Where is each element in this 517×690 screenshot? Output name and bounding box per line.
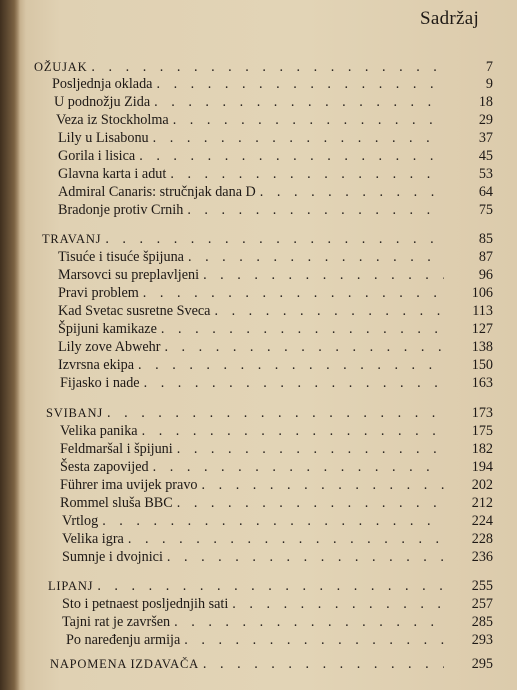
toc-page-number: 228: [471, 531, 493, 547]
toc-entry-title: LIPANJ: [48, 579, 94, 593]
toc-entry-title: NAPOMENA IZDAVAČA: [50, 657, 199, 671]
toc-entry-title: Admiral Canaris: stručnjak dana D: [58, 184, 256, 200]
dot-leader: [138, 422, 444, 440]
toc-page-number: 175: [471, 423, 493, 439]
dot-leader: [149, 129, 444, 147]
toc-entry-title: SVIBANJ: [46, 406, 103, 420]
dot-leader: [93, 577, 444, 595]
toc-page-number: 255: [471, 578, 493, 594]
toc-page-number: 96: [478, 267, 493, 283]
toc-page-number: 202: [471, 477, 493, 493]
toc-entry: [62, 613, 444, 631]
toc-entry-title: Führer ima uvijek pravo: [60, 477, 198, 493]
toc-entry: [62, 512, 444, 530]
toc-entry: [62, 595, 444, 613]
toc-entry-title: Velika igra: [62, 531, 124, 547]
toc-entry: [62, 548, 444, 566]
dot-leader: [184, 248, 444, 266]
toc-section-heading: [50, 655, 444, 673]
toc-page-number: 163: [471, 375, 493, 391]
toc-entry: [60, 422, 444, 440]
toc-section-heading: [48, 577, 444, 595]
toc-entry-title: Tajni rat je završen: [62, 614, 171, 630]
toc-page-number: 18: [478, 94, 493, 110]
toc-entry-title: Pravi problem: [58, 285, 139, 301]
toc-entry: [58, 129, 444, 147]
dot-leader: [140, 374, 444, 392]
dot-leader: [98, 512, 444, 530]
toc-section-heading: [42, 230, 444, 248]
toc-entry-title: U podnožju Zida: [54, 94, 151, 110]
toc-entry-title: Marsovci su preplavljeni: [58, 267, 200, 283]
dot-leader: [199, 266, 444, 284]
dot-leader: [134, 356, 444, 374]
toc-entry-title: Vrtlog: [62, 513, 99, 529]
dot-leader: [149, 458, 444, 476]
dot-leader: [101, 230, 444, 248]
dot-leader: [103, 404, 444, 422]
toc-page-number: 173: [471, 405, 493, 421]
toc-page-number: 236: [471, 549, 493, 565]
toc-page-number: 85: [478, 231, 493, 247]
dot-leader: [199, 655, 444, 673]
toc-entry: [58, 147, 444, 165]
toc-entry: [62, 530, 444, 548]
toc-entry: [58, 320, 444, 338]
toc-page-number: 150: [471, 357, 493, 373]
dot-leader: [87, 58, 450, 76]
toc-entry: [60, 374, 444, 392]
dot-leader: [152, 75, 444, 93]
toc-page-number: 9: [485, 76, 493, 92]
toc-entry-title: Veza iz Stockholma: [56, 112, 169, 128]
toc-page-number: 138: [471, 339, 493, 355]
toc-entry-title: Feldmaršal i špijuni: [60, 441, 173, 457]
dot-leader: [173, 494, 444, 512]
toc-entry-title: Po naređenju armija: [66, 632, 181, 648]
dot-leader: [160, 338, 444, 356]
toc-entry-title: TRAVANJ: [42, 232, 102, 246]
dot-leader: [198, 476, 444, 494]
dot-leader: [173, 440, 444, 458]
toc-entry-title: Sumnje i dvojnici: [62, 549, 163, 565]
toc-entry-title: Glavna karta i adut: [58, 166, 167, 182]
toc-page-number: 37: [478, 130, 493, 146]
toc-page-number: 127: [471, 321, 493, 337]
toc-section-heading: [46, 404, 444, 422]
toc-page-number: 87: [478, 249, 493, 265]
toc-entry: [58, 284, 444, 302]
dot-leader: [210, 302, 444, 320]
toc-entry: [58, 338, 444, 356]
book-gutter: [0, 0, 20, 690]
toc-entry-title: Izvrsna ekipa: [58, 357, 135, 373]
dot-leader: [256, 183, 444, 201]
dot-leader: [170, 613, 444, 631]
dot-leader: [180, 631, 444, 649]
toc-entry: [60, 458, 444, 476]
toc-entry: [60, 440, 444, 458]
toc-page-number: 295: [471, 656, 493, 672]
page-title: Sadržaj: [420, 8, 480, 29]
toc-entry-title: Kad Svetac susretne Sveca: [58, 303, 211, 319]
toc-entry-title: Rommel sluša BBC: [60, 495, 173, 511]
dot-leader: [139, 284, 444, 302]
toc-entry-title: Tisuće i tisuće špijuna: [58, 249, 184, 265]
toc-page-number: 182: [471, 441, 493, 457]
toc-entry: [58, 183, 444, 201]
dot-leader: [183, 201, 444, 219]
toc-entry: [58, 248, 444, 266]
toc-entry: [56, 111, 444, 129]
toc-page-number: 257: [471, 596, 493, 612]
toc-page-number: 285: [471, 614, 493, 630]
toc-entry: [54, 93, 444, 111]
toc-entry: [58, 201, 444, 219]
toc-entry-title: Sto i petnaest posljednjih sati: [62, 596, 229, 612]
toc-page-number: 106: [471, 285, 493, 301]
toc-entry: [58, 356, 444, 374]
dot-leader: [135, 147, 444, 165]
toc-entry-title: Lily u Lisabonu: [58, 130, 149, 146]
dot-leader: [166, 165, 444, 183]
dot-leader: [157, 320, 444, 338]
toc-entry: [66, 631, 444, 649]
toc-page-number: 45: [478, 148, 493, 164]
toc-entry: [52, 75, 444, 93]
toc-page-number: 194: [471, 459, 493, 475]
toc-entry-title: Posljednja oklada: [52, 76, 153, 92]
toc-section-heading: [34, 58, 450, 76]
toc-entry-title: Lily zove Abwehr: [58, 339, 161, 355]
toc-page-number: 75: [478, 202, 493, 218]
toc-entry: [58, 302, 444, 320]
toc-entry: [58, 165, 444, 183]
toc-page-number: 29: [478, 112, 493, 128]
toc-page-number: 7: [485, 59, 493, 75]
dot-leader: [124, 530, 444, 548]
toc-entry-title: OŽUJAK: [34, 60, 88, 74]
toc-entry-title: Fijasko i nade: [60, 375, 140, 391]
toc-entry-title: Bradonje protiv Crnih: [58, 202, 184, 218]
toc-page-number: 53: [478, 166, 493, 182]
dot-leader: [163, 548, 444, 566]
toc-entry-title: Gorila i lisica: [58, 148, 136, 164]
toc-entry: [60, 476, 444, 494]
dot-leader: [150, 93, 444, 111]
toc-page-number: 224: [471, 513, 493, 529]
toc-page-number: 113: [472, 303, 493, 319]
dot-leader: [169, 111, 444, 129]
toc-entry-title: Špijuni kamikaze: [58, 321, 157, 337]
toc-entry-title: Šesta zapovijed: [60, 459, 149, 475]
toc-page-number: 64: [478, 184, 493, 200]
toc-page-number: 293: [471, 632, 493, 648]
toc-entry: [60, 494, 444, 512]
dot-leader: [228, 595, 444, 613]
toc-page-number: 212: [471, 495, 493, 511]
toc-entry-title: Velika panika: [60, 423, 138, 439]
toc-entry: [58, 266, 444, 284]
